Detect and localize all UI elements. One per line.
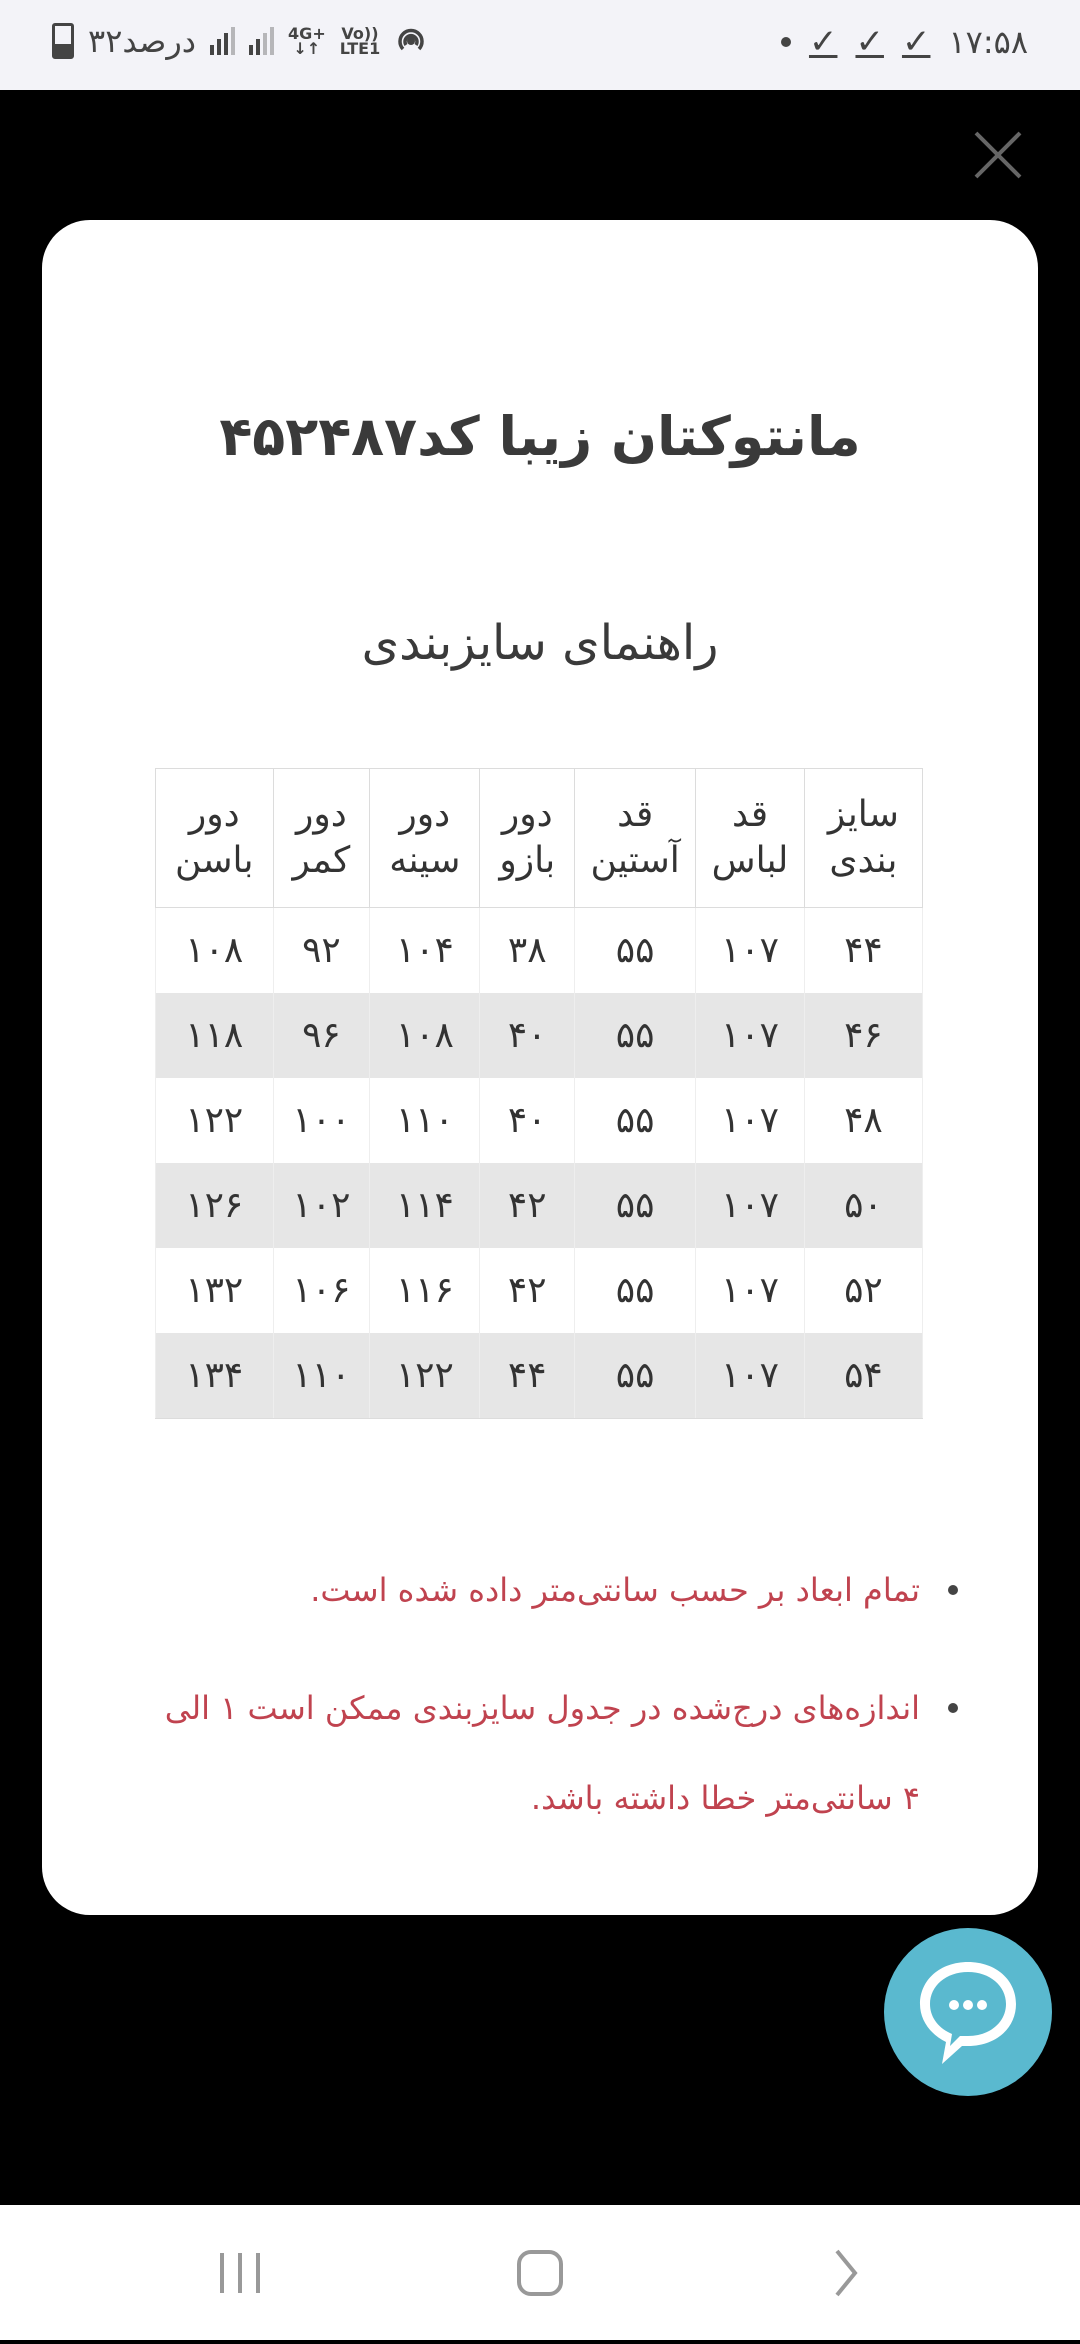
status-bar: [0, 0, 1080, 90]
table-cell: ۹۶: [273, 993, 370, 1078]
table-cell: ۱۱۸: [156, 993, 274, 1078]
table-cell: ۱۰۷: [696, 1078, 805, 1163]
table-cell: ۱۰۷: [696, 1163, 805, 1248]
table-header-row: [156, 769, 923, 908]
table-cell: ۱۰۴: [370, 908, 480, 994]
table-cell: ۱۲۶: [156, 1163, 274, 1248]
table-cell: ۱۳۲: [156, 1248, 274, 1333]
status-left: [52, 22, 428, 60]
home-icon[interactable]: [470, 2205, 610, 2340]
table-cell: ۱۰۷: [696, 1333, 805, 1419]
table-cell: ۱۳۴: [156, 1333, 274, 1419]
note-item: اندازه‌های درج‌شده در جدول سایزبندی ممکن است ۱ الی ۴ سانتی‌متر خطا داشته باشد.: [142, 1663, 962, 1843]
chat-button[interactable]: [884, 1928, 1052, 2096]
table-cell: ۴۴: [804, 908, 922, 994]
table-cell: ۴۶: [804, 993, 922, 1078]
table-cell: ۱۰۷: [696, 993, 805, 1078]
table-cell: ۱۱۴: [370, 1163, 480, 1248]
table-cell: ۱۰۶: [273, 1248, 370, 1333]
hotspot-icon: [394, 24, 428, 58]
table-cell: ۴۰: [480, 993, 575, 1078]
network-type-icon: 4G+ ↓↑: [288, 24, 326, 58]
table-cell: ۱۱۰: [370, 1078, 480, 1163]
back-icon[interactable]: [775, 2205, 915, 2340]
table-cell: ۱۱۰: [273, 1333, 370, 1419]
battery-percentage: ۳۲درصد: [88, 22, 197, 60]
table-cell: ۱۰۸: [156, 908, 274, 994]
clock: ۱۷:۵۸: [948, 23, 1028, 61]
recent-apps-icon[interactable]: [170, 2205, 310, 2340]
table-cell: ۱۱۶: [370, 1248, 480, 1333]
check-icon: ✓: [901, 22, 931, 62]
table-row: [156, 1333, 923, 1419]
table-cell: ۵۰: [804, 1163, 922, 1248]
column-header: دور کمر: [273, 769, 370, 908]
column-header: قد لباس: [696, 769, 805, 908]
close-icon[interactable]: [968, 125, 1028, 185]
column-header: دور باسن: [156, 769, 274, 908]
table-cell: ۱۰۷: [696, 908, 805, 994]
table-cell: ۵۵: [575, 993, 696, 1078]
size-table: [155, 768, 923, 1419]
check-icon: ✓: [855, 22, 884, 62]
size-guide-modal: [42, 220, 1038, 1915]
table-row: [156, 993, 923, 1078]
table-row: [156, 908, 923, 994]
column-header: دور بازو: [480, 769, 575, 908]
column-header: سایز بندی: [804, 769, 922, 908]
table-cell: ۴۰: [480, 1078, 575, 1163]
signal-strength-icon: [249, 27, 274, 55]
size-guide-title: راهنمای سایزبندی: [361, 615, 719, 671]
signal-strength-icon: [210, 27, 235, 55]
product-title: مانتوکتان زیبا کد۴۵۲۴۸۷: [219, 405, 861, 468]
note-item: تمام ابعاد بر حسب سانتی‌متر داده شده است.: [142, 1545, 962, 1635]
table-cell: ۳۸: [480, 908, 575, 994]
table-cell: ۱۰۸: [370, 993, 480, 1078]
column-header: دور سینه: [370, 769, 480, 908]
table-cell: ۱۲۲: [370, 1333, 480, 1419]
table-cell: ۵۵: [575, 908, 696, 994]
modal-overlay: [0, 90, 1080, 2205]
column-header: قد آستین: [575, 769, 696, 908]
table-cell: ۱۰۲: [273, 1163, 370, 1248]
table-cell: ۱۲۲: [156, 1078, 274, 1163]
notification-dot-icon: [781, 37, 791, 47]
table-cell: ۵۴: [804, 1333, 922, 1419]
system-navigation-bar: [0, 2205, 1080, 2340]
table-cell: ۴۲: [480, 1248, 575, 1333]
table-cell: ۵۵: [575, 1333, 696, 1419]
status-right: [781, 22, 1028, 62]
size-notes: [142, 1545, 962, 1871]
table-cell: ۱۰۷: [696, 1248, 805, 1333]
table-row: [156, 1248, 923, 1333]
table-cell: ۱۰۰: [273, 1078, 370, 1163]
table-cell: ۴۴: [480, 1333, 575, 1419]
volte-icon: Vo)) LTE1: [339, 24, 381, 58]
battery-icon: [52, 23, 74, 59]
check-icon: ✓: [808, 22, 838, 62]
table-cell: ۵۵: [575, 1078, 696, 1163]
table-row: [156, 1163, 923, 1248]
table-row: [156, 1078, 923, 1163]
table-cell: ۵۲: [804, 1248, 922, 1333]
table-cell: ۵۵: [575, 1248, 696, 1333]
table-cell: ۴۸: [804, 1078, 922, 1163]
chat-bubble-icon: [884, 1928, 1052, 2096]
table-cell: ۵۵: [575, 1163, 696, 1248]
table-cell: ۹۲: [273, 908, 370, 994]
table-cell: ۴۲: [480, 1163, 575, 1248]
